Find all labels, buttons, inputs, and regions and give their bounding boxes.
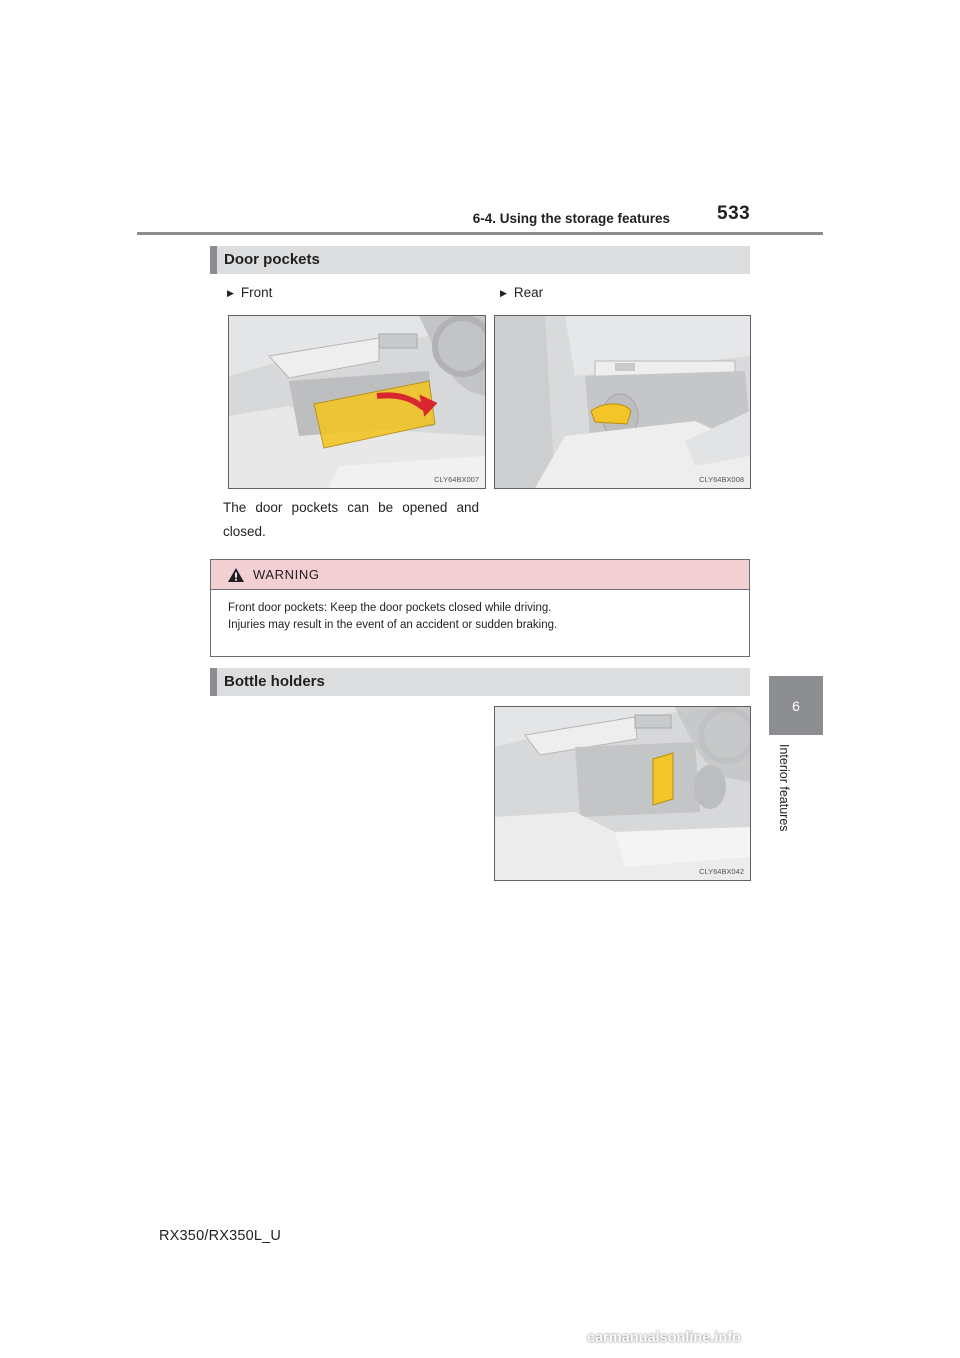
door-pockets-description: The door pockets can be opened and closed. [223, 500, 479, 539]
figure-code: CLY64BX007 [434, 475, 479, 484]
bottle-holder-illustration [495, 707, 750, 880]
section-header-bottle-holders [210, 668, 750, 696]
bullet-label: Rear [513, 285, 544, 300]
chapter-tab [769, 676, 823, 735]
footer-model: RX350/RX350L_U [159, 1228, 282, 1244]
warning-body [211, 590, 749, 634]
section-header-door-pockets [210, 246, 750, 274]
footer-watermark[interactable]: carmanualsonline.info [587, 1330, 741, 1346]
warning-title: WARNING [253, 567, 320, 582]
warning-header [211, 560, 749, 590]
page-number: 533 [717, 203, 751, 224]
figure-bottle-holder [494, 706, 751, 881]
bullet-rear [500, 284, 543, 303]
chapter-number: 6 [792, 697, 800, 714]
figure-code: CLY64BX008 [699, 475, 744, 484]
header-section-title: 6-4. Using the storage features [472, 211, 670, 226]
section-title: Bottle holders [224, 673, 325, 690]
triangle-bullet-icon: ▶ [227, 288, 234, 298]
section-title: Door pockets [224, 251, 320, 268]
triangle-bullet-icon: ▶ [500, 288, 507, 298]
figure-code: CLY64BX042 [699, 867, 744, 876]
front-door-pocket-illustration [229, 316, 485, 488]
bullet-label: Front [240, 285, 273, 300]
warning-triangle-icon [227, 567, 245, 583]
warning-line: Front door pockets: Keep the door pockets closed while driving. [228, 602, 552, 614]
warning-box [210, 559, 750, 657]
figure-rear-door-pocket [494, 315, 751, 489]
header-rule [137, 232, 823, 235]
warning-line: Injuries may result in the event of an accident or sudden braking. [228, 619, 558, 631]
chapter-label: Interior features [777, 744, 791, 832]
figure-front-door-pocket [228, 315, 486, 489]
rear-door-pocket-illustration [495, 316, 750, 488]
bullet-front [227, 284, 272, 303]
